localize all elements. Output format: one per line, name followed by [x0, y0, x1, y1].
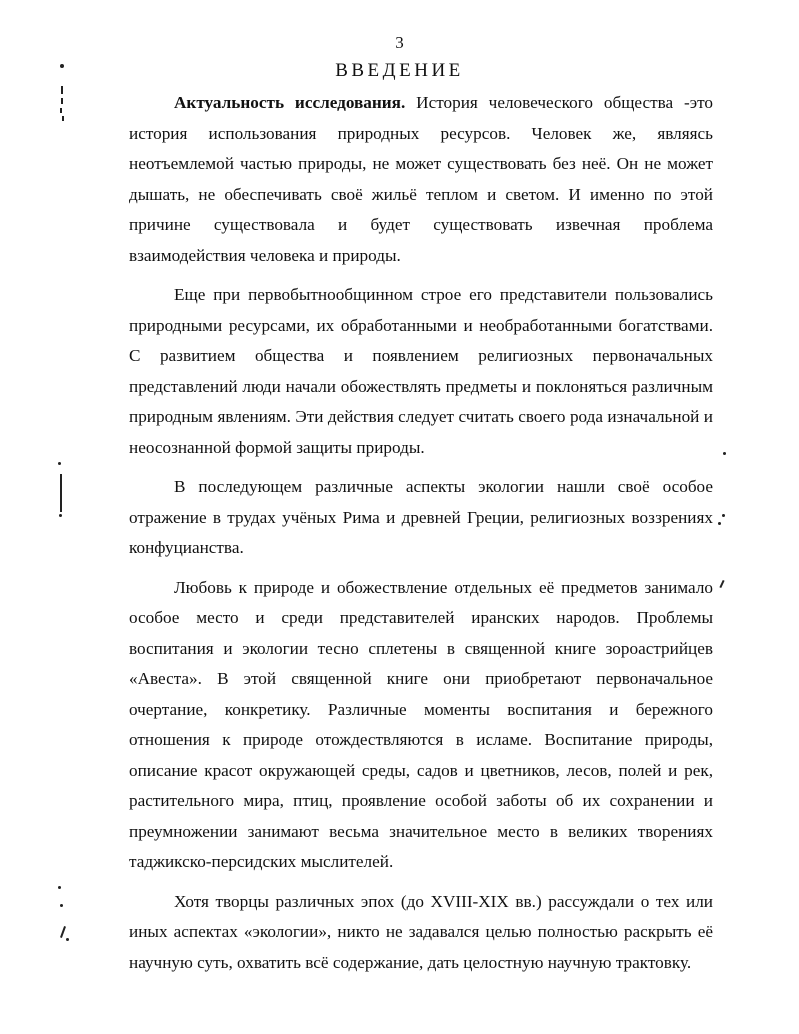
paragraph — [129, 573, 713, 878]
paragraph — [129, 88, 713, 271]
paragraph-text: Любовь к природе и обожествление отдельных её предметов занимало особое место и среди представителей иранских народов. Проблемы воспитания и экологии тесно сплетены в священной книге зороастрийцев «Авеста». В этой священной книге они приобретают первоначальное очертание, конкретику. Различные моменты воспитания и бережного отношения к природе отождествляются в исламе. Воспитание природы, описание красот окружающей среды, садов и цветников, лесов, полей и рек, растительного мира, птиц, проявление особой заботы об их сохранении и преумножении занимают весьма значительное место в великих творениях таджикско-персидских мыслителей. — [129, 577, 713, 871]
section-heading: ВВЕДЕНИЕ — [335, 60, 464, 81]
paragraph — [129, 280, 713, 463]
margin-mark-bottom — [56, 886, 76, 956]
page-number: 3 — [395, 33, 404, 52]
body-text — [129, 88, 713, 978]
paragraph-text: Еще при первобытнообщинном строе его представители пользовались природными ресурсами, их обработанными и необработанными богатствами. С развитием общества и появлением религиозных первоначальных представлений люди начали обожествлять предметы и поклоняться различным природным явлениям. Эти действия следует считать своего рода изначальной и неосознанной формой защиты природы. — [129, 285, 713, 457]
margin-mark-middle — [56, 462, 68, 522]
paragraph-text: История человеческого общества -это история использования природных ресурсов. Человек же, являясь неотъемлемой частью природы, не может существовать без неё. Он не может дышать, не обеспечивать своё жильё теплом и светом. И именно по этой причине существовала и будет существовать извечная проблема взаимодействия человека и природы. — [129, 93, 714, 265]
paragraph — [129, 472, 713, 564]
margin-mark-top — [56, 64, 68, 124]
paragraph-lead: Актуальность исследования. — [174, 93, 406, 112]
paragraph — [129, 887, 713, 979]
margin-mark-right — [720, 452, 732, 592]
paragraph-text: Хотя творцы различных эпох (до XVIII-XIX вв.) рассуждали о тех или иных аспектах «экологии», никто не задавался целью полностью раскрыть её научную суть, охватить всё содержание, дать целостную научную трактовку. — [129, 891, 713, 972]
paragraph-text: В последующем различные аспекты экологии нашли своё особое отражение в трудах учёных Рима и древней Греции, религиозных воззрениях конфуцианства. — [129, 477, 713, 557]
